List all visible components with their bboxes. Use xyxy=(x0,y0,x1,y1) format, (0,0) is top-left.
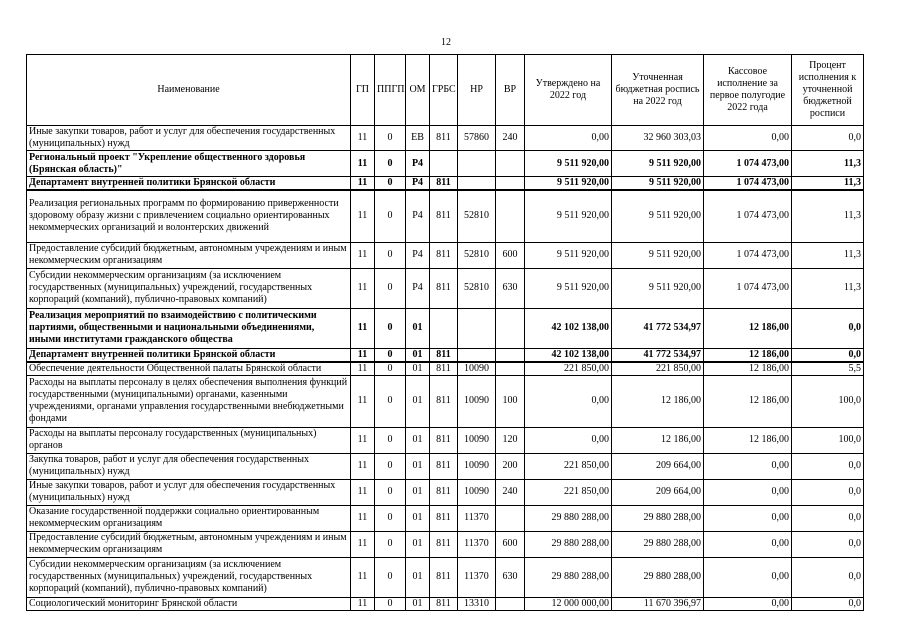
cell-cash: 12 186,00 xyxy=(704,375,792,427)
cell-cash: 12 186,00 xyxy=(704,308,792,348)
cell-np: 13310 xyxy=(458,597,496,610)
column-header-om: ОМ xyxy=(406,55,430,126)
cell-gp: 11 xyxy=(351,190,375,242)
page-number: 12 xyxy=(441,37,451,48)
cell-ppgp: 0 xyxy=(375,190,406,242)
cell-ppgp: 0 xyxy=(375,242,406,268)
cell-percent: 0,0 xyxy=(792,531,864,557)
cell-np: 10090 xyxy=(458,362,496,376)
cell-percent: 0,0 xyxy=(792,505,864,531)
table-row xyxy=(27,362,864,376)
cell-np: 11370 xyxy=(458,531,496,557)
cell-percent: 0,0 xyxy=(792,308,864,348)
cell-cash: 1 074 473,00 xyxy=(704,242,792,268)
table-row xyxy=(27,151,864,177)
cell-name: Департамент внутренней политики Брянской области xyxy=(27,348,351,362)
table-row xyxy=(27,505,864,531)
cell-grbs: 811 xyxy=(430,453,458,479)
cell-om: Р4 xyxy=(406,190,430,242)
cell-om: 01 xyxy=(406,348,430,362)
cell-om: Р4 xyxy=(406,242,430,268)
cell-approved: 42 102 138,00 xyxy=(525,348,612,362)
cell-approved: 221 850,00 xyxy=(525,479,612,505)
cell-cash: 1 074 473,00 xyxy=(704,151,792,177)
cell-revised: 41 772 534,97 xyxy=(612,348,704,362)
cell-vr: 200 xyxy=(496,453,525,479)
cell-gp: 11 xyxy=(351,453,375,479)
cell-cash: 1 074 473,00 xyxy=(704,268,792,308)
cell-cash: 0,00 xyxy=(704,126,792,151)
cell-np: 11370 xyxy=(458,557,496,597)
cell-name: Реализация мероприятий по взаимодействию с политическими партиями, общественными и национальными объединениями, иными институтами гражданского общества xyxy=(27,308,351,348)
cell-approved: 42 102 138,00 xyxy=(525,308,612,348)
cell-ppgp: 0 xyxy=(375,308,406,348)
cell-percent: 0,0 xyxy=(792,479,864,505)
column-header-cash: Кассовое исполнение за первое полугодие 2022 года xyxy=(704,55,792,126)
cell-gp: 11 xyxy=(351,348,375,362)
cell-revised: 12 186,00 xyxy=(612,427,704,453)
cell-percent: 11,3 xyxy=(792,242,864,268)
table-row xyxy=(27,479,864,505)
cell-cash: 0,00 xyxy=(704,531,792,557)
cell-approved: 0,00 xyxy=(525,375,612,427)
cell-percent: 0,0 xyxy=(792,126,864,151)
cell-grbs: 811 xyxy=(430,242,458,268)
cell-ppgp: 0 xyxy=(375,268,406,308)
cell-np: 10090 xyxy=(458,375,496,427)
cell-vr xyxy=(496,348,525,362)
cell-vr: 240 xyxy=(496,126,525,151)
cell-approved: 29 880 288,00 xyxy=(525,505,612,531)
cell-np: 52810 xyxy=(458,190,496,242)
table-row xyxy=(27,126,864,151)
cell-grbs: 811 xyxy=(430,557,458,597)
cell-np: 11370 xyxy=(458,505,496,531)
cell-gp: 11 xyxy=(351,479,375,505)
cell-om: Р4 xyxy=(406,151,430,177)
cell-percent: 0,0 xyxy=(792,453,864,479)
cell-vr xyxy=(496,177,525,191)
cell-percent: 100,0 xyxy=(792,375,864,427)
cell-gp: 11 xyxy=(351,557,375,597)
cell-ppgp: 0 xyxy=(375,453,406,479)
cell-name: Социологический мониторинг Брянской области xyxy=(27,597,351,610)
cell-grbs: 811 xyxy=(430,362,458,376)
table-row xyxy=(27,348,864,362)
cell-vr: 120 xyxy=(496,427,525,453)
cell-revised: 32 960 303,03 xyxy=(612,126,704,151)
column-header-revised: Уточненная бюджетная роспись на 2022 год xyxy=(612,55,704,126)
cell-grbs: 811 xyxy=(430,505,458,531)
cell-revised: 9 511 920,00 xyxy=(612,268,704,308)
cell-ppgp: 0 xyxy=(375,505,406,531)
column-header-percent: Процент исполнения к уточненной бюджетной росписи xyxy=(792,55,864,126)
cell-name: Региональный проект "Укрепление общественного здоровья (Брянская область)" xyxy=(27,151,351,177)
column-header-np: НР xyxy=(458,55,496,126)
cell-name: Оказание государственной поддержки социально ориентированным некоммерческим организациям xyxy=(27,505,351,531)
column-header-grbs: ГРБС xyxy=(430,55,458,126)
cell-om: Р4 xyxy=(406,268,430,308)
cell-vr xyxy=(496,597,525,610)
cell-grbs: 811 xyxy=(430,375,458,427)
cell-grbs: 811 xyxy=(430,268,458,308)
cell-om: ЕВ xyxy=(406,126,430,151)
cell-vr xyxy=(496,151,525,177)
cell-vr: 630 xyxy=(496,557,525,597)
cell-revised: 29 880 288,00 xyxy=(612,505,704,531)
cell-vr xyxy=(496,362,525,376)
cell-gp: 11 xyxy=(351,126,375,151)
cell-gp: 11 xyxy=(351,308,375,348)
cell-cash: 1 074 473,00 xyxy=(704,177,792,191)
cell-np xyxy=(458,177,496,191)
cell-ppgp: 0 xyxy=(375,479,406,505)
cell-gp: 11 xyxy=(351,177,375,191)
table-row xyxy=(27,531,864,557)
cell-ppgp: 0 xyxy=(375,177,406,191)
cell-approved: 221 850,00 xyxy=(525,453,612,479)
table-row xyxy=(27,453,864,479)
cell-revised: 29 880 288,00 xyxy=(612,557,704,597)
cell-gp: 11 xyxy=(351,505,375,531)
cell-revised: 29 880 288,00 xyxy=(612,531,704,557)
column-header-approved: Утверждено на 2022 год xyxy=(525,55,612,126)
cell-vr: 600 xyxy=(496,242,525,268)
cell-om: 01 xyxy=(406,531,430,557)
cell-name: Предоставление субсидий бюджетным, автономным учреждениям и иным некоммерческим организациям xyxy=(27,242,351,268)
cell-grbs xyxy=(430,151,458,177)
cell-cash: 0,00 xyxy=(704,597,792,610)
cell-grbs: 811 xyxy=(430,177,458,191)
cell-approved: 29 880 288,00 xyxy=(525,557,612,597)
cell-gp: 11 xyxy=(351,427,375,453)
cell-vr: 240 xyxy=(496,479,525,505)
cell-om: 01 xyxy=(406,308,430,348)
table-row xyxy=(27,190,864,242)
cell-cash: 12 186,00 xyxy=(704,362,792,376)
cell-ppgp: 0 xyxy=(375,348,406,362)
cell-gp: 11 xyxy=(351,268,375,308)
cell-approved: 29 880 288,00 xyxy=(525,531,612,557)
cell-percent: 11,3 xyxy=(792,190,864,242)
cell-grbs: 811 xyxy=(430,190,458,242)
cell-revised: 9 511 920,00 xyxy=(612,190,704,242)
cell-approved: 9 511 920,00 xyxy=(525,177,612,191)
table-row xyxy=(27,427,864,453)
cell-percent: 0,0 xyxy=(792,597,864,610)
table-row xyxy=(27,597,864,610)
cell-vr xyxy=(496,190,525,242)
table-row xyxy=(27,242,864,268)
cell-name: Обеспечение деятельности Общественной палаты Брянской области xyxy=(27,362,351,376)
cell-grbs: 811 xyxy=(430,531,458,557)
cell-grbs: 811 xyxy=(430,348,458,362)
cell-om: 01 xyxy=(406,479,430,505)
cell-grbs: 811 xyxy=(430,427,458,453)
cell-percent: 11,3 xyxy=(792,268,864,308)
cell-grbs: 811 xyxy=(430,126,458,151)
cell-np: 10090 xyxy=(458,427,496,453)
cell-percent: 11,3 xyxy=(792,177,864,191)
cell-om: 01 xyxy=(406,597,430,610)
cell-om: 01 xyxy=(406,427,430,453)
cell-vr: 600 xyxy=(496,531,525,557)
cell-percent: 0,0 xyxy=(792,557,864,597)
cell-approved: 0,00 xyxy=(525,126,612,151)
cell-ppgp: 0 xyxy=(375,362,406,376)
cell-om: 01 xyxy=(406,362,430,376)
cell-grbs: 811 xyxy=(430,479,458,505)
cell-revised: 41 772 534,97 xyxy=(612,308,704,348)
cell-np: 52810 xyxy=(458,242,496,268)
cell-name: Расходы на выплаты персоналу в целях обеспечения выполнения функций государственными (муниципальными) органами, казенными учреждениями, органами управления государственными внебюджетными фондами xyxy=(27,375,351,427)
cell-om: 01 xyxy=(406,505,430,531)
cell-om: Р4 xyxy=(406,177,430,191)
cell-ppgp: 0 xyxy=(375,531,406,557)
cell-ppgp: 0 xyxy=(375,151,406,177)
cell-approved: 0,00 xyxy=(525,427,612,453)
cell-name: Субсидии некоммерческим организациям (за исключением государственных (муниципальных) учреждений, государственных корпораций (компаний), публично-правовых компаний) xyxy=(27,268,351,308)
column-header-gp: ГП xyxy=(351,55,375,126)
cell-np: 52810 xyxy=(458,268,496,308)
table-header-row xyxy=(27,55,864,126)
cell-ppgp: 0 xyxy=(375,597,406,610)
cell-cash: 12 186,00 xyxy=(704,348,792,362)
cell-np xyxy=(458,308,496,348)
cell-revised: 12 186,00 xyxy=(612,375,704,427)
cell-name: Предоставление субсидий бюджетным, автономным учреждениям и иным некоммерческим организациям xyxy=(27,531,351,557)
column-header-name: Наименование xyxy=(27,55,351,126)
cell-gp: 11 xyxy=(351,151,375,177)
cell-percent: 11,3 xyxy=(792,151,864,177)
cell-np: 57860 xyxy=(458,126,496,151)
cell-ppgp: 0 xyxy=(375,557,406,597)
cell-ppgp: 0 xyxy=(375,375,406,427)
cell-vr xyxy=(496,308,525,348)
cell-name: Департамент внутренней политики Брянской области xyxy=(27,177,351,191)
cell-name: Расходы на выплаты персоналу государственных (муниципальных) органов xyxy=(27,427,351,453)
cell-revised: 209 664,00 xyxy=(612,453,704,479)
cell-gp: 11 xyxy=(351,242,375,268)
cell-cash: 0,00 xyxy=(704,453,792,479)
cell-np xyxy=(458,348,496,362)
cell-gp: 11 xyxy=(351,531,375,557)
cell-approved: 12 000 000,00 xyxy=(525,597,612,610)
cell-approved: 9 511 920,00 xyxy=(525,242,612,268)
cell-cash: 0,00 xyxy=(704,557,792,597)
cell-cash: 1 074 473,00 xyxy=(704,190,792,242)
cell-revised: 11 670 396,97 xyxy=(612,597,704,610)
table-body xyxy=(27,126,864,611)
cell-cash: 0,00 xyxy=(704,479,792,505)
cell-name: Закупка товаров, работ и услуг для обеспечения государственных (муниципальных) нужд xyxy=(27,453,351,479)
cell-revised: 9 511 920,00 xyxy=(612,242,704,268)
cell-om: 01 xyxy=(406,557,430,597)
budget-execution-table xyxy=(26,54,864,611)
cell-np xyxy=(458,151,496,177)
cell-np: 10090 xyxy=(458,479,496,505)
cell-name: Иные закупки товаров, работ и услуг для обеспечения государственных (муниципальных) нужд xyxy=(27,126,351,151)
cell-approved: 221 850,00 xyxy=(525,362,612,376)
cell-vr: 100 xyxy=(496,375,525,427)
cell-percent: 100,0 xyxy=(792,427,864,453)
cell-percent: 5,5 xyxy=(792,362,864,376)
column-header-ppgp: ППГП xyxy=(375,55,406,126)
cell-ppgp: 0 xyxy=(375,126,406,151)
table-row xyxy=(27,268,864,308)
table-row xyxy=(27,557,864,597)
cell-gp: 11 xyxy=(351,375,375,427)
cell-np: 10090 xyxy=(458,453,496,479)
cell-grbs: 811 xyxy=(430,597,458,610)
cell-gp: 11 xyxy=(351,362,375,376)
column-header-vr: ВР xyxy=(496,55,525,126)
cell-ppgp: 0 xyxy=(375,427,406,453)
cell-om: 01 xyxy=(406,453,430,479)
cell-vr: 630 xyxy=(496,268,525,308)
table-row xyxy=(27,375,864,427)
cell-om: 01 xyxy=(406,375,430,427)
table-row xyxy=(27,308,864,348)
cell-cash: 0,00 xyxy=(704,505,792,531)
cell-approved: 9 511 920,00 xyxy=(525,268,612,308)
cell-approved: 9 511 920,00 xyxy=(525,151,612,177)
cell-grbs xyxy=(430,308,458,348)
cell-gp: 11 xyxy=(351,597,375,610)
cell-cash: 12 186,00 xyxy=(704,427,792,453)
table-row xyxy=(27,177,864,191)
cell-revised: 9 511 920,00 xyxy=(612,177,704,191)
cell-percent: 0,0 xyxy=(792,348,864,362)
cell-name: Реализация региональных программ по формированию приверженности здоровому образу жизни с привлечением социально ориентированных некоммерческих организаций и волонтерских движений xyxy=(27,190,351,242)
cell-approved: 9 511 920,00 xyxy=(525,190,612,242)
cell-name: Субсидии некоммерческим организациям (за исключением государственных (муниципальных) учреждений, государственных корпораций (компаний), публично-правовых компаний) xyxy=(27,557,351,597)
cell-revised: 9 511 920,00 xyxy=(612,151,704,177)
cell-name: Иные закупки товаров, работ и услуг для обеспечения государственных (муниципальных) нужд xyxy=(27,479,351,505)
cell-revised: 221 850,00 xyxy=(612,362,704,376)
cell-revised: 209 664,00 xyxy=(612,479,704,505)
cell-vr xyxy=(496,505,525,531)
